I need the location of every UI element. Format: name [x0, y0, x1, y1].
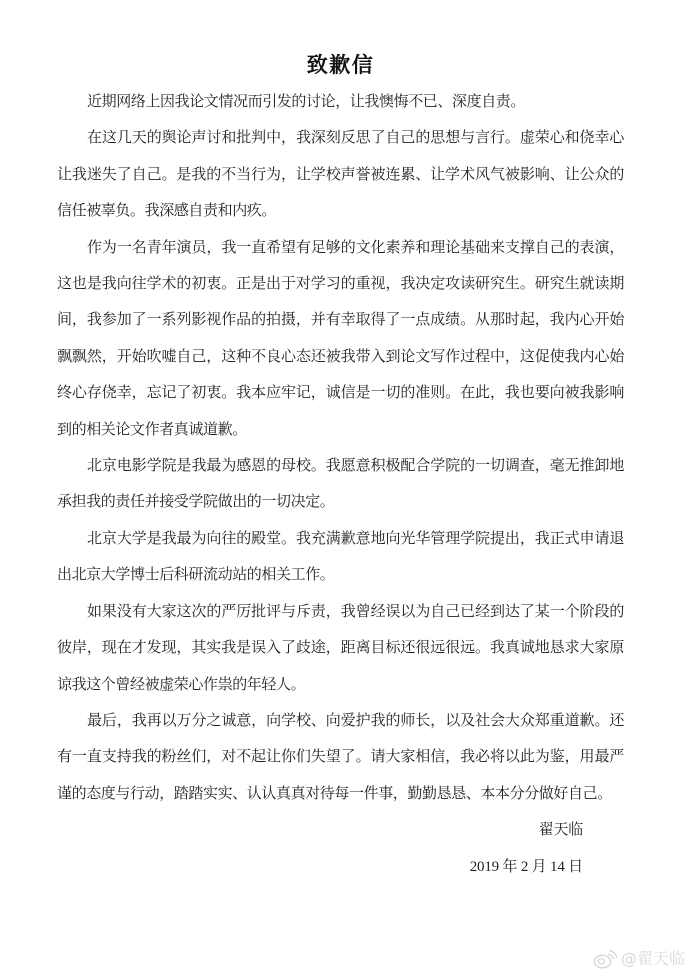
watermark-handle: @翟天临: [620, 948, 685, 968]
letter-paragraph: 在这几天的舆论声讨和批判中，我深刻反思了自己的思想与言行。虚荣心和侥幸心让我迷失了自己。是我的不当行为，让学校声誉被连累、让学术风气被影响、让公众的信任被辜负。我深感自责和内疚。: [57, 130, 624, 220]
weibo-logo-icon: [593, 948, 618, 969]
letter-title: 致歉信: [306, 53, 375, 77]
letter-paragraph: 近期网络上因我论文情况而引发的讨论，让我懊悔不已、深度自责。: [87, 94, 526, 110]
letter-paragraph: 作为一名青年演员，我一直希望有足够的文化素养和理论基础来支撑自己的表演，这也是我向往学术的初衷。正是出于对学习的重视，我决定攻读研究生。研究生就读期间，我参加了一系列影视作品的拍摄，并有幸取得了一点成绩。从那时起，我内心开始飘飘然，开始吹嘘自己，这种不良心态还被我带入到论文写作过程中，这促使我内心始终心存侥幸，忘记了初衷。我本应牢记，诚信是一切的准则。在此，我也要向被我影响到的相关论文作者真诚道歉。: [57, 239, 624, 438]
signature-date: 2019 年 2 月 14 日: [469, 858, 583, 875]
letter-paragraph: 北京电影学院是我最为感恩的母校。我愿意积极配合学院的一切调查，毫无推卸地承担我的责任并接受学院做出的一切决定。: [57, 458, 624, 511]
letter-paragraph: 最后，我再以万分之诚意，向学校、向爱护我的师长，以及社会大众郑重道歉。还有一直支持我的粉丝们，对不起让你们失望了。请大家相信，我必将以此为鉴，用最严谨的态度与行动，踏踏实实、认认真真对待每一件事，勤勤恳恳、本本分分做好自己。: [57, 712, 624, 802]
weibo-watermark: [593, 948, 685, 969]
letter-paragraph: 如果没有大家这次的严厉批评与斥责，我曾经误以为自己已经到达了某一个阶段的彼岸，现在才发现，其实我是误入了歧途，距离目标还很远很远。我真诚地恳求大家原谅我这个曾经被虚荣心作祟的年轻人。: [57, 603, 624, 693]
letter-paragraph: 北京大学是我最为向往的殿堂。我充满歉意地向光华管理学院提出，我正式申请退出北京大学博士后科研流动站的相关工作。: [57, 530, 624, 584]
signature-name: 翟天临: [538, 822, 583, 839]
